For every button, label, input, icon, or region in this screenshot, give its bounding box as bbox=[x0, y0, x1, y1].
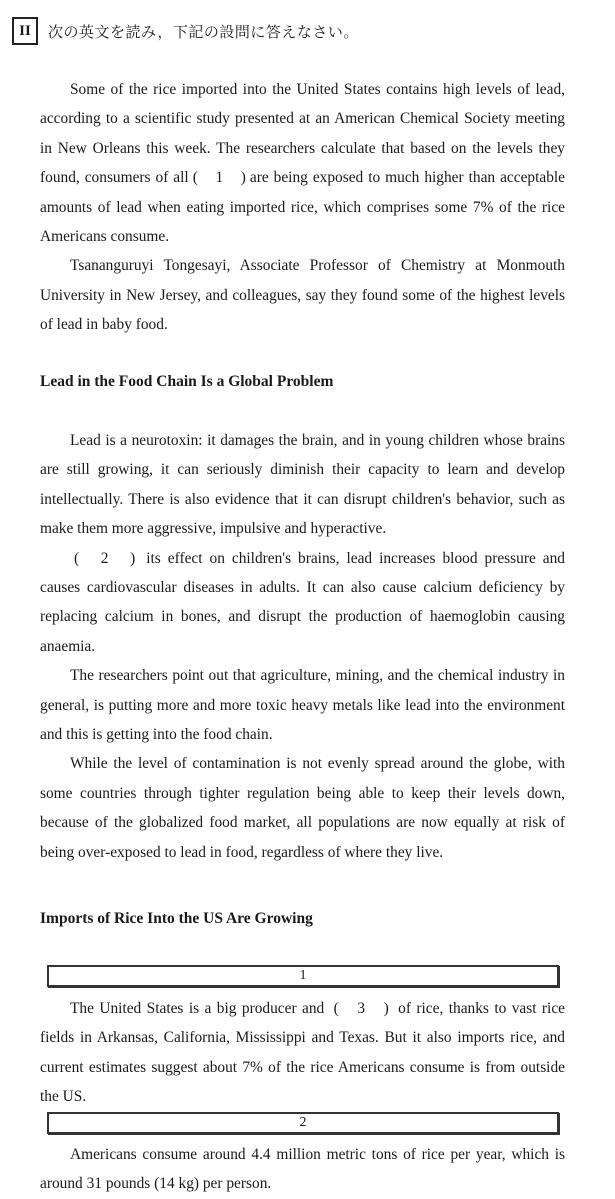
paragraph-8: Americans consume around 4.4 million metric tons of rice per year, which is around 31 pounds (14 kg) per person. bbox=[40, 1146, 565, 1193]
paragraph-5: The researchers point out that agriculture, mining, and the chemical industry in general, is putting more and more toxic heavy metals like lead into the environment and this is getting into the food chain. bbox=[40, 667, 565, 744]
passage-block-4 bbox=[40, 1140, 565, 1199]
answer-box-2: 2 bbox=[47, 1112, 559, 1134]
passage-block-1 bbox=[40, 75, 565, 340]
paragraph-6: While the level of contamination is not evenly spread around the globe, with some countries through tighter regulation being able to keep their levels down, because of the globalized food market, all populations are now equally at risk of being over-exposed to lead in food, regardless of where they live. bbox=[40, 755, 565, 861]
paragraph-3: Lead is a neurotoxin: it damages the brain, and in young children whose brains are still growing, it can seriously diminish their capacity to learn and develop intellectually. There is also evidence that it can disrupt children's behavior, such as make them more aggressive, impulsive and hyperactive. bbox=[40, 432, 565, 538]
paragraph-2: Tsananguruyi Tongesayi, Associate Professor of Chemistry at Monmouth University in New Jersey, and colleagues, say they found some of the highest levels of lead in baby food. bbox=[40, 257, 565, 334]
passage-block-2 bbox=[40, 426, 565, 867]
subheading-rice-imports: Imports of Rice Into the US Are Growing bbox=[40, 910, 313, 927]
paragraph-7: The United States is a big producer and ( 3 ) of rice, thanks to vast rice fields in Arkansas, California, Mississippi and Texas. But it also imports rice, and current estimates suggest about 7% of the rice Americans consume is from outside the US. bbox=[40, 1000, 565, 1106]
blank-3: ( 3 ) bbox=[333, 1000, 389, 1017]
paragraph-4: ( 2 ) its effect on children's brains, lead increases blood pressure and causes cardiovascular diseases in adults. It can also cause calcium deficiency by replacing calcium in bones, and disrupt the production of haemoglobin causing anaemia. bbox=[40, 549, 565, 655]
question-header bbox=[12, 17, 359, 45]
instruction-text: 次の英文を読み，下記の設問に答えなさい。 bbox=[48, 24, 359, 41]
subheading-lead-food-chain: Lead in the Food Chain Is a Global Problem bbox=[40, 373, 334, 390]
paragraph-1: Some of the rice imported into the United States contains high levels of lead, according to a scientific study presented at an American Chemical Society meeting in New Orleans this week. The researchers calculate that based on the levels they found, consumers of all ( 1 ) are being exposed to much higher than acceptable amounts of lead when eating imported rice, which comprises some 7% of the rice Americans consume. bbox=[40, 81, 565, 246]
answer-box-1: 1 bbox=[47, 965, 559, 987]
blank-1: ( 1 ) bbox=[192, 169, 246, 187]
blank-2: ( 2 ) bbox=[74, 549, 136, 567]
passage-block-3 bbox=[40, 994, 565, 1112]
section-number-box: II bbox=[12, 17, 38, 45]
